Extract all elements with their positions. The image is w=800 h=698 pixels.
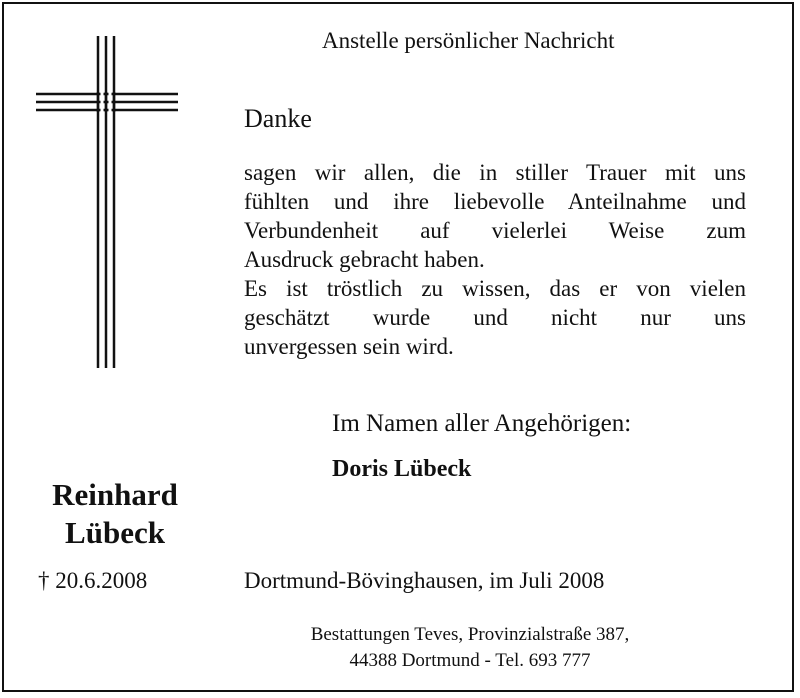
thanks-paragraph	[244, 158, 746, 361]
greeting-heading: Danke	[244, 104, 312, 133]
on-behalf-line: Im Namen aller Angehörigen:	[332, 410, 632, 437]
deceased-last-name: Lübeck	[65, 515, 165, 550]
latin-cross-icon	[36, 36, 182, 370]
deceased-first-name: Reinhard	[52, 477, 178, 512]
footer-line-1: Bestattungen Teves, Provinzialstraße 387,	[310, 624, 630, 645]
body-line: unvergessen sein wird.	[244, 334, 454, 359]
body-line: Es ist tröstlich zu wissen, das er von vielen	[244, 276, 746, 301]
death-date: † 20.6.2008	[38, 568, 148, 593]
place-and-date: Dortmund-Bövinghausen, im Juli 2008	[244, 568, 605, 593]
funeral-home-footer	[250, 622, 690, 674]
footer-line-2: 44388 Dortmund - Tel. 693 777	[349, 650, 591, 671]
body-line: sagen wir allen, die in stiller Trauer mit uns	[244, 160, 746, 185]
body-line: fühlten und ihre liebevolle Anteilnahme und	[244, 189, 746, 214]
notice-header: Anstelle persönlicher Nachricht	[322, 28, 615, 53]
body-line: Verbundenheit auf vielerlei Weise zum	[244, 218, 746, 243]
body-line: geschätzt wurde und nicht nur uns	[244, 305, 746, 330]
deceased-name	[20, 476, 210, 552]
body-line: Ausdruck gebracht haben.	[244, 247, 485, 272]
signer-name: Doris Lübeck	[332, 456, 472, 482]
